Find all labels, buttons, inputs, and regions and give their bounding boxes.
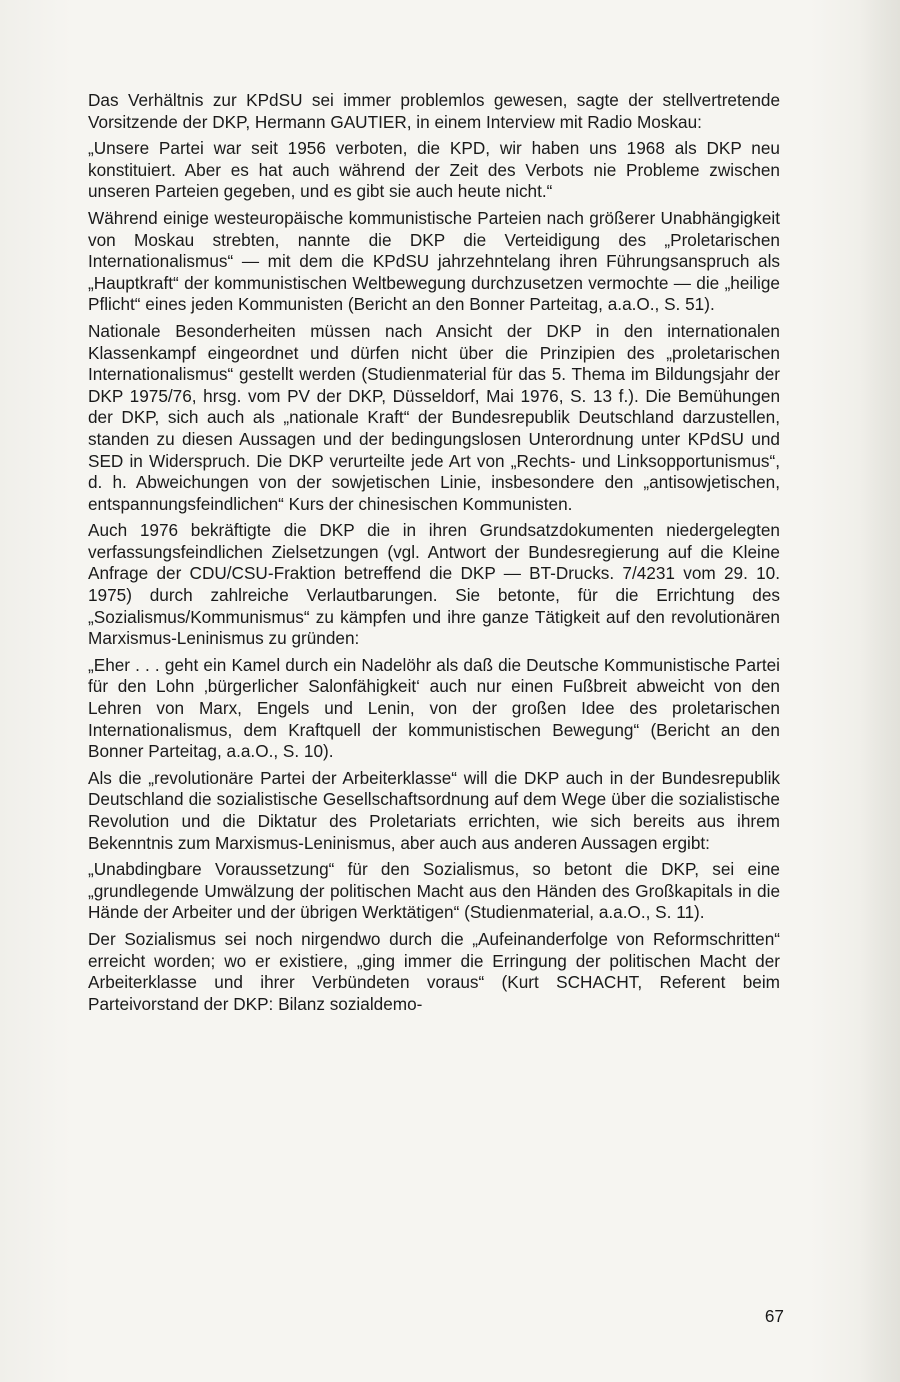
paragraph-camel-quote: „Eher . . . geht ein Kamel durch ein Nadelöhr als daß die Deutsche Kommunistische Partei für den Lohn ‚bürgerlicher Salonfähigkeit‘ auch nur einen Fußbreit abweicht von den Lehren von Marx, Engels und Lenin, von der großen Idee des proletarischen Internationalismus, dem Kraftquell der kommunistischen Bewegung“ (Bericht an den Bonner Parteitag, a.a.O., S. 10).	[88, 654, 780, 762]
paragraph-gautier-quote: „Unsere Partei war seit 1956 verboten, die KPD, wir haben uns 1968 als DKP neu konstituiert. Aber es hat auch während der Zeit des Verbots nie Probleme zwischen unseren Parteien gegeben, und es gibt sie auch heute nicht.“	[88, 138, 780, 202]
paragraph-gautier-intro: Das Verhältnis zur KPdSU sei immer problemlos gewesen, sagte der stellvertretende Vorsitzende der DKP, Hermann GAUTIER, in einem Interview mit Radio Moskau:	[88, 90, 780, 132]
paragraph-revolutionary-party: Als die „revolutionäre Partei der Arbeiterklasse“ will die DKP auch in der Bundesrepublik Deutschland die sozialistische Gesellschaftsordnung auf dem Wege über die sozialistische Revolution und die Diktatur des Proletariats errichten, wie sich bereits aus ihrem Bekenntnis zum Marxismus-Leninismus, aber auch aus anderen Aussagen ergibt:	[88, 767, 780, 853]
paragraph-national-particularities: Nationale Besonderheiten müssen nach Ansicht der DKP in den internationalen Klassenkampf eingeordnet und dürfen nicht über die Prinzipien des „proletarischen Internationalismus“ gestellt werden (Studienmaterial für das 5. Thema im Bildungsjahr der DKP 1975/76, hrsg. vom PV der DKP, Düsseldorf, Mai 1976, S. 13 f.). Die Bemühungen der DKP, sich auch als „nationale Kraft“ der Bundesrepublik Deutschland darzustellen, standen zu diesen Aussagen und der bedingungslosen Unterordnung unter KPdSU und SED in Widerspruch. Die DKP verurteilte jede Art von „Rechts- und Linksopportunismus“, d. h. Abweichungen von der sowjetischen Linie, insbesondere den „antisowjetischen, entspannungsfeindlichen“ Kurs der chinesischen Kommunisten.	[88, 320, 780, 514]
page-number: 67	[764, 1306, 784, 1326]
paragraph-1976-goals: Auch 1976 bekräftigte die DKP die in ihren Grundsatzdokumenten niedergelegten verfassungsfeindlichen Zielsetzungen (vgl. Antwort der Bundesregierung auf die Kleine Anfrage der CDU/CSU-Fraktion betreffend die DKP — BT-Drucks. 7/4231 vom 29. 10. 1975) durch zahlreiche Verlautbarungen. Sie betonte, für die Errichtung des „Sozialismus/Kommunismus“ zu kämpfen und ihre ganze Tätigkeit auf den revolutionären Marxismus-Leninismus zu gründen:	[88, 520, 780, 649]
body-text	[88, 90, 780, 1020]
paragraph-prerequisite: „Unabdingbare Voraussetzung“ für den Sozialismus, so betont die DKP, sei eine „grundlegende Umwälzung der politischen Macht aus den Händen des Großkapitals in die Hände der Arbeiter und der übrigen Werktätigen“ (Studienmaterial, a.a.O., S. 11).	[88, 859, 780, 923]
paragraph-internationalism: Während einige westeuropäische kommunistische Parteien nach größerer Unabhängigkeit von Moskau strebten, nannte die DKP die Verteidigung des „Proletarischen Internationalismus“ — mit dem die KPdSU jahrzehntelang ihren Führungsanspruch als „Hauptkraft“ der kommunistischen Weltbewegung durchzusetzen vermochte — die „heilige Pflicht“ eines jeden Kommunisten (Bericht an den Bonner Parteitag, a.a.O., S. 51).	[88, 207, 780, 315]
paragraph-reform-steps: Der Sozialismus sei noch nirgendwo durch die „Aufeinanderfolge von Reformschritten“ erreicht worden; wo er existiere, „ging immer die Erringung der politischen Macht der Arbeiterklasse und ihrer Verbündeten voraus“ (Kurt SCHACHT, Referent beim Parteivorstand der DKP: Bilanz sozialdemo-	[88, 928, 780, 1014]
